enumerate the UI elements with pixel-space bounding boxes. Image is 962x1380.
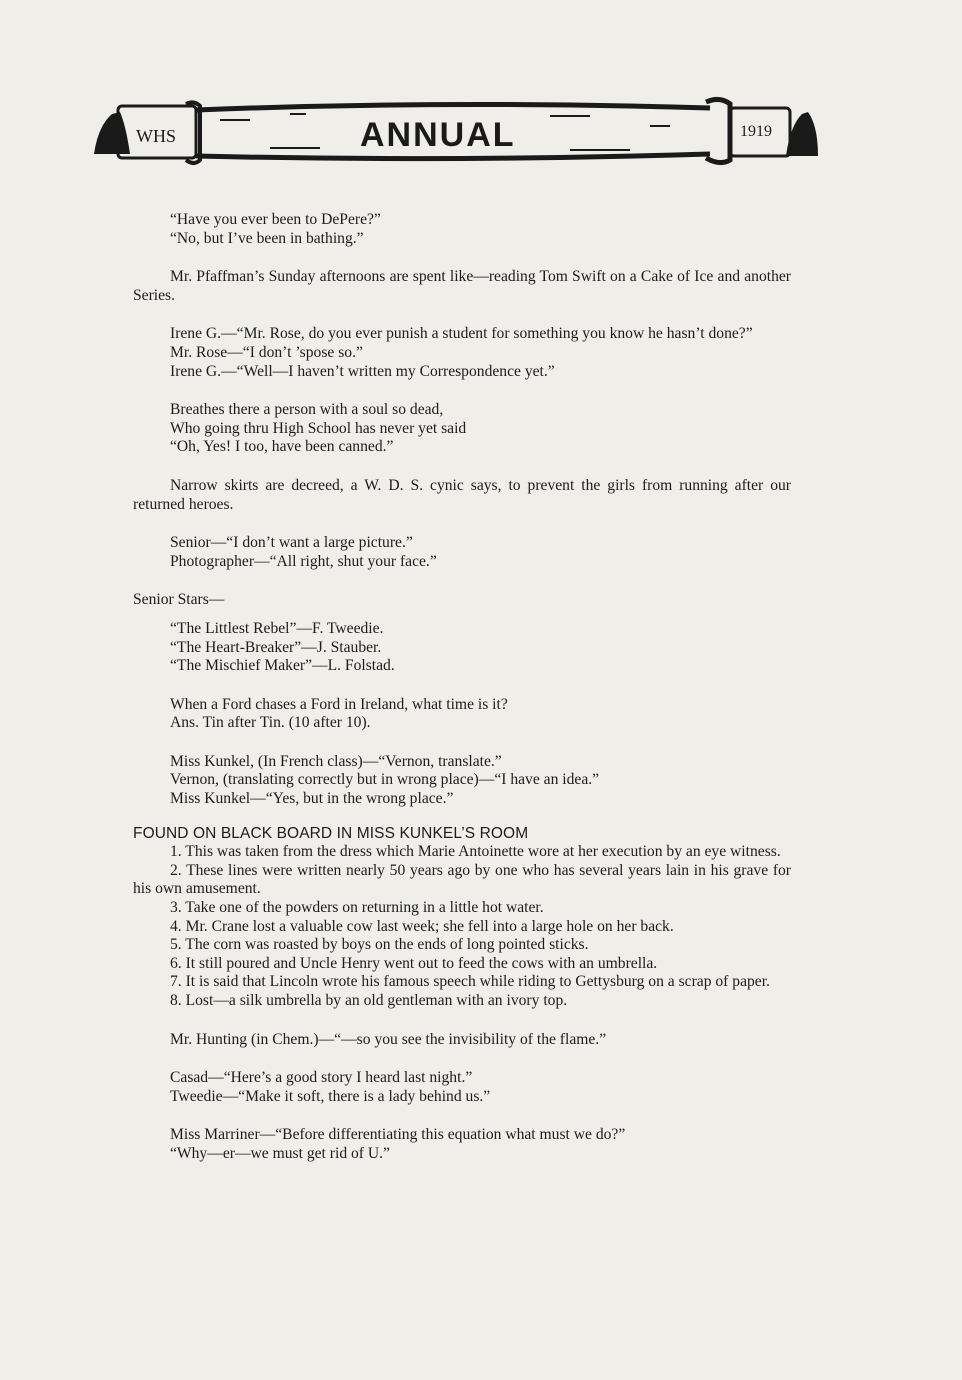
joke-casad bbox=[133, 1069, 791, 1106]
text-line: Who going thru High School has never yet said bbox=[170, 419, 467, 437]
text-line: Miss Kunkel—“Yes, but in the wrong place.” bbox=[170, 790, 454, 808]
senior-stars-list bbox=[133, 620, 791, 676]
text-line: Miss Kunkel, (In French class)—“Vernon, translate.” bbox=[170, 752, 502, 770]
list-item: 5. The corn was roasted by boys on the ends of long pointed sticks. bbox=[170, 936, 589, 954]
list-item: 6. It still poured and Uncle Henry went out to feed the cows with an umbrella. bbox=[170, 954, 658, 972]
joke-photographer bbox=[133, 534, 791, 571]
text-line: Breathes there a person with a soul so dead, bbox=[170, 401, 444, 419]
joke-kunkel bbox=[133, 753, 791, 809]
text-line: Narrow skirts are decreed, a W. D. S. cynic says, to prevent the girls from running after our returned heroes. bbox=[133, 476, 791, 513]
text-line: Photographer—“All right, shut your face.” bbox=[170, 552, 437, 570]
text-line: Mr. Hunting (in Chem.)—“—so you see the invisibility of the flame.” bbox=[170, 1030, 607, 1048]
joke-marriner bbox=[133, 1126, 791, 1163]
annual-banner bbox=[90, 96, 820, 166]
banner-year: 1919 bbox=[740, 123, 772, 140]
list-item: 1. This was taken from the dress which Marie Antoinette wore at her execution by an eye witness. bbox=[170, 843, 781, 861]
joke-hunting bbox=[133, 1031, 791, 1050]
joke-depere bbox=[133, 211, 791, 248]
scroll-banner-graphic bbox=[90, 96, 820, 166]
blackboard-list bbox=[133, 843, 791, 1010]
list-item: 8. Lost—a silk umbrella by an old gentleman with an ivory top. bbox=[170, 992, 568, 1009]
text-line: Irene G.—“Well—I haven’t written my Correspondence yet.” bbox=[170, 362, 555, 380]
text-line: Irene G.—“Mr. Rose, do you ever punish a student for something you know he hasn’t done?” bbox=[170, 325, 753, 343]
banner-monogram: WHS bbox=[136, 126, 176, 146]
text-line: Ans. Tin after Tin. (10 after 10). bbox=[170, 714, 371, 732]
list-item: 3. Take one of the powders on returning in a little hot water. bbox=[170, 899, 544, 917]
poem-canned bbox=[133, 401, 791, 457]
page-content bbox=[133, 211, 791, 1184]
text-line: Senior Stars— bbox=[133, 591, 225, 609]
joke-pfaffman bbox=[133, 268, 791, 305]
list-item: “The Heart-Breaker”—J. Stauber. bbox=[170, 638, 382, 656]
text-line: Tweedie—“Make it soft, there is a lady behind us.” bbox=[170, 1087, 491, 1105]
text-line: “Have you ever been to DePere?” bbox=[170, 211, 381, 228]
text-line: Casad—“Here’s a good story I heard last night.” bbox=[170, 1069, 473, 1087]
joke-irene bbox=[133, 325, 791, 381]
banner-title: ANNUAL bbox=[360, 116, 516, 154]
text-line: Mr. Pfaffman’s Sunday afternoons are spent like—reading Tom Swift on a Cake of Ice and another Series. bbox=[133, 268, 791, 304]
section-heading: FOUND ON BLACK BOARD IN MISS KUNKEL’S ROOM bbox=[133, 824, 529, 842]
text-line: “Oh, Yes! I too, have been canned.” bbox=[170, 438, 394, 456]
joke-narrow-skirts bbox=[133, 477, 791, 514]
joke-ford bbox=[133, 696, 791, 733]
text-line: “No, but I’ve been in bathing.” bbox=[170, 229, 364, 247]
text-line: Mr. Rose—“I don’t ’spose so.” bbox=[170, 343, 363, 361]
list-item: 2. These lines were written nearly 50 years ago by one who has several years lain in his grave for his own amusement. bbox=[133, 861, 791, 898]
list-item: “The Littlest Rebel”—F. Tweedie. bbox=[170, 619, 384, 637]
text-line: Miss Marriner—“Before differentiating this equation what must we do?” bbox=[170, 1126, 626, 1144]
list-item: “The Mischief Maker”—L. Folstad. bbox=[170, 657, 395, 675]
text-line: Vernon, (translating correctly but in wrong place)—“I have an idea.” bbox=[170, 771, 600, 789]
text-line: “Why—er—we must get rid of U.” bbox=[170, 1144, 390, 1162]
list-item: 7. It is said that Lincoln wrote his famous speech while riding to Gettysburg on a scrap of paper. bbox=[170, 973, 770, 991]
senior-stars-label bbox=[133, 591, 791, 610]
text-line: When a Ford chases a Ford in Ireland, what time is it? bbox=[170, 695, 508, 713]
list-item: 4. Mr. Crane lost a valuable cow last week; she fell into a large hole on her back. bbox=[170, 917, 674, 935]
text-line: Senior—“I don’t want a large picture.” bbox=[170, 534, 413, 552]
left-bell-icon bbox=[94, 112, 130, 154]
